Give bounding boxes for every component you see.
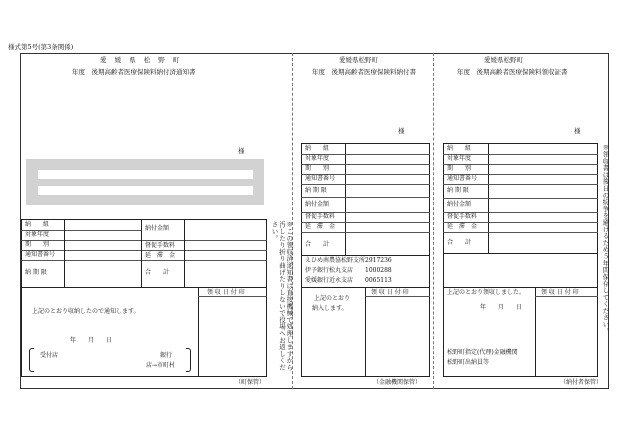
receipt-town-name: 愛媛県松野町 [484, 56, 523, 64]
slip-received-message-2: 納入します。 [312, 305, 348, 312]
slip-col-line [345, 143, 346, 255]
notice-bracket-right [186, 348, 191, 372]
slip-label-goukei: 合 計 [305, 241, 330, 248]
slip-bank-2: 伊予銀行松丸支店 1000288 [305, 267, 392, 274]
receipt-agent-line-1: 松野町指定(代理)金融機関 [447, 349, 518, 356]
notice-ginko-label: 銀行 [160, 352, 173, 359]
receipt-label-entai: 延 滞 金 [447, 223, 478, 230]
notice-label-nouki: 納 期 限 [25, 269, 47, 276]
receipt-ryoshu-stamp-label: 領 収 日 付 印 [541, 289, 579, 296]
notice-received-message: 上記のとおり収納したので通知します。 [32, 308, 140, 315]
notice-copy-label: （町保管） [235, 379, 266, 386]
slip-sama-label: 様 [398, 127, 405, 135]
receipt-title: 年度 後期高齢者医療保険料領収証書 [457, 68, 568, 76]
form-number-label: 様式第5号(第3条関係) [8, 43, 74, 51]
notice-uketsuke-label: 受付店 [40, 352, 59, 359]
notice-side-instruction: ※この領収済通知書は直接機械で処理しますから汚したり折り曲げたりしないで役場へお返しください。 [270, 221, 294, 371]
receipt-row-line [443, 287, 598, 288]
slip-stamp-col-line [365, 287, 366, 377]
receipt-label-goukei: 合 計 [447, 239, 472, 246]
notice-label-shubetsu: 期 別 [25, 241, 50, 248]
slip-label-shubetsu: 期 別 [305, 165, 330, 172]
notice-row-line [21, 287, 267, 288]
notice-col-line [141, 219, 142, 287]
slip-label-tsuchisho-bango: 通知書番号 [305, 175, 336, 182]
notice-title: 年度 後期高齢者医療保険料納付済通知書 [72, 68, 196, 76]
notice-stamp-header-line [198, 296, 267, 297]
slip-stamp-header-line [365, 296, 430, 297]
receipt-label-nouki: 納 期 限 [447, 187, 469, 194]
notice-label-nofu: 納 組 [25, 221, 50, 228]
notice-label-nofu-kingaku: 納付金額 [145, 225, 170, 232]
receipt-label-taisho-nendo: 対象年度 [447, 155, 472, 162]
receipt-sama-label: 様 [574, 127, 581, 135]
notice-ten-shicho-label: 店→市町村 [146, 362, 176, 369]
notice-date-line: 年 月 日 [70, 337, 113, 344]
receipt-received-message: 上記のとおり領収しました。 [447, 289, 526, 296]
receipt-label-shubetsu: 期 別 [447, 165, 472, 172]
slip-copy-label: （金融機関保管） [373, 379, 422, 386]
address-window-panel [26, 159, 264, 205]
receipt-side-instruction: ※領収書は後日の紛争を避けるため５年間保存してください。 [601, 144, 610, 335]
receipt-label-nofu: 納 組 [447, 145, 472, 152]
slip-label-nofu: 納 組 [305, 145, 330, 152]
receipt-row-line [443, 232, 598, 233]
section-divider-2 [433, 53, 434, 389]
slip-town-name: 愛媛県松野町 [339, 56, 378, 64]
notice-label-goukei: 合 計 [145, 269, 170, 276]
notice-stamp-col-line [198, 287, 199, 377]
notice-label-entai: 延 滞 金 [145, 252, 176, 259]
receipt-copy-label: （納付者保管） [560, 379, 603, 386]
notice-label-tokusoku: 督促手数料 [145, 242, 176, 249]
receipt-agent-line-2: 松野町出納員等 [447, 359, 490, 366]
notice-row-line [21, 250, 267, 251]
address-line-2 [38, 186, 253, 195]
slip-ryoshu-stamp-label: 領 収 日 付 印 [371, 289, 409, 296]
notice-row-line [141, 240, 267, 241]
notice-col-line [64, 219, 65, 287]
notice-col-line [184, 219, 185, 287]
notice-town-name: 愛 媛 県 松 野 町 [100, 56, 183, 64]
slip-label-nofu-kingaku: 納付金額 [305, 201, 330, 208]
slip-label-nouki: 納 期 限 [305, 187, 327, 194]
slip-received-message-1: 上記のとおり [314, 295, 351, 302]
notice-bracket-left [29, 348, 34, 372]
receipt-stamp-header-line [535, 296, 598, 297]
receipt-stamp-col-line [535, 287, 536, 377]
slip-label-entai: 延 滞 金 [305, 223, 336, 230]
notice-row-line [21, 260, 141, 261]
slip-row-line [301, 197, 430, 198]
slip-row-line [301, 184, 430, 185]
notice-label-tsuchisho-bango: 通知書番号 [25, 251, 56, 258]
slip-label-tokusoku: 督促手数料 [305, 213, 336, 220]
receipt-date-line: 年 月 日 [480, 304, 523, 311]
slip-row-line [301, 255, 430, 256]
receipt-row-line [443, 253, 598, 254]
notice-label-taisho-nendo: 対象年度 [25, 231, 50, 238]
slip-row-line [301, 232, 430, 233]
receipt-row-line [443, 198, 598, 199]
slip-bank-3: 愛媛銀行近永支店 0065113 [305, 277, 392, 284]
receipt-label-tokusoku: 督促手数料 [447, 213, 478, 220]
slip-bank-1: えひめ南農協松野支所2917236 [305, 257, 392, 264]
receipt-row-line [443, 184, 598, 185]
slip-label-taisho-nendo: 対象年度 [305, 155, 330, 162]
notice-sama-label: 様 [238, 147, 245, 155]
slip-title: 年度 後期高齢者医療保険料納付書 [312, 68, 416, 76]
receipt-label-tsuchisho-bango: 通知書番号 [447, 175, 478, 182]
notice-ryoshu-stamp-label: 領 収 日 付 印 [207, 289, 245, 296]
receipt-label-nofu-kingaku: 納付金額 [447, 201, 472, 208]
address-line-1 [38, 170, 253, 179]
notice-row-line [141, 260, 267, 261]
